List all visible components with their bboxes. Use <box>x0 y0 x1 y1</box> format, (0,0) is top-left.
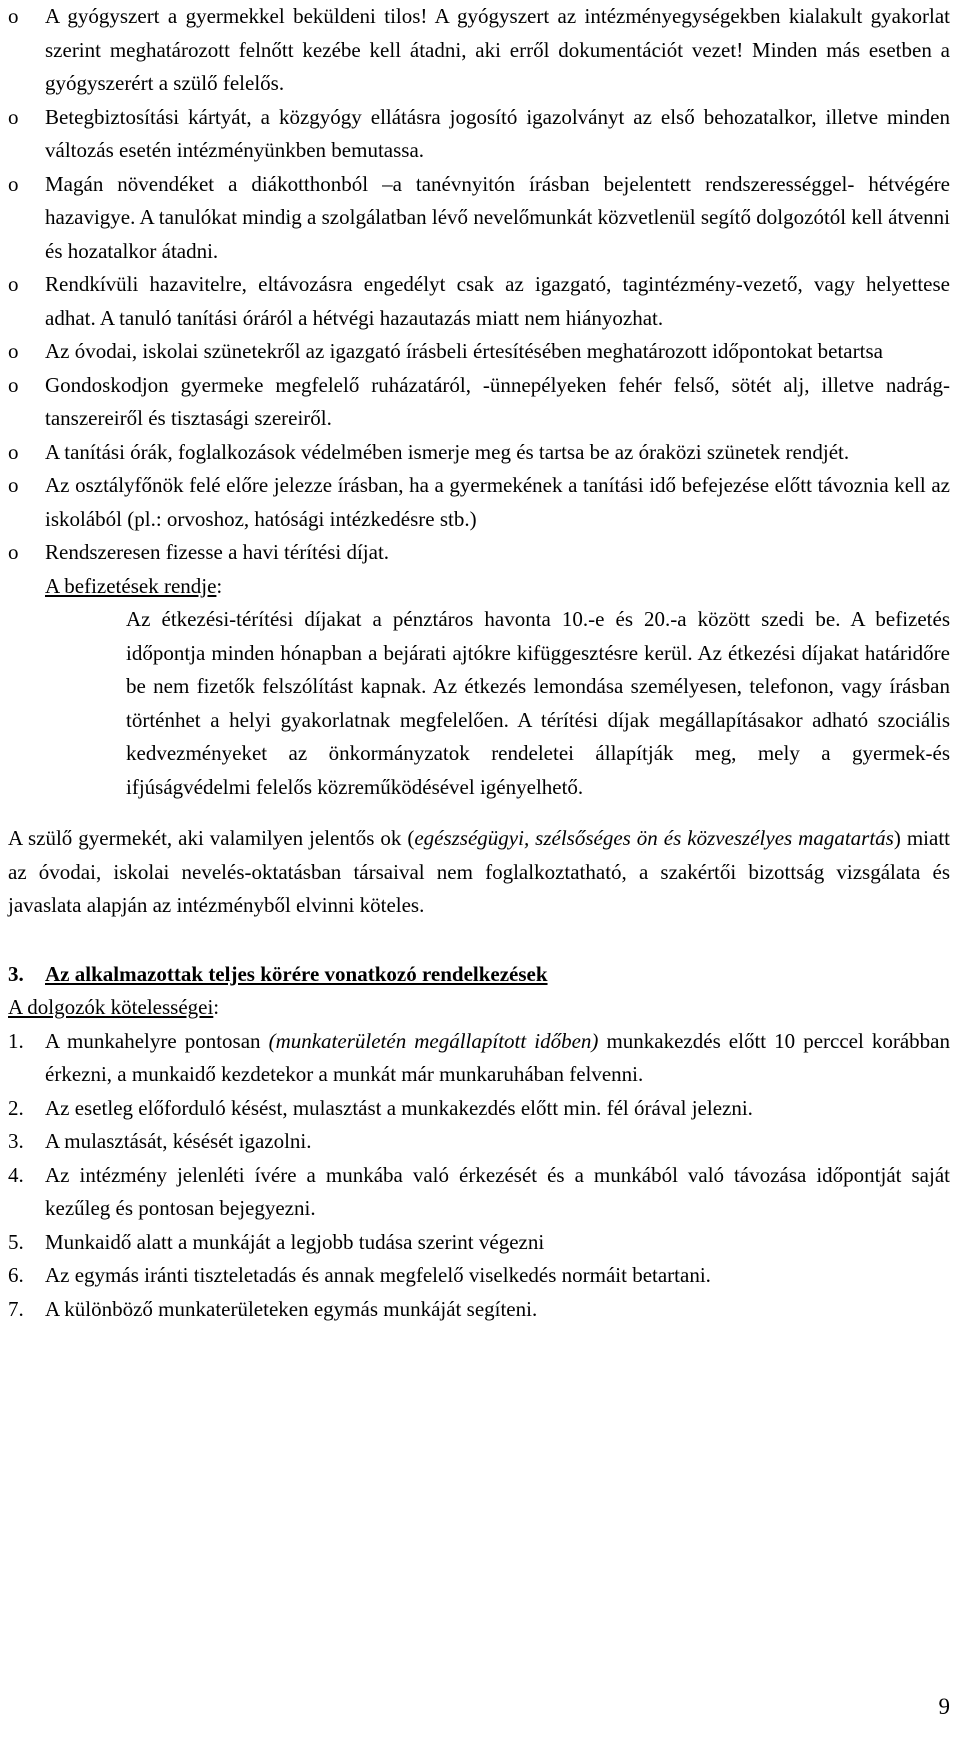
list-item <box>8 168 950 269</box>
list-item-text <box>45 1159 950 1226</box>
list-item-text <box>45 1025 950 1092</box>
list-item <box>8 536 950 570</box>
list-item-text: A tanítási órák, foglalkozások védelmében ismerje meg és tartsa be az óraközi szünetek rendjét. <box>45 439 850 464</box>
bullet-mark: o <box>8 272 19 296</box>
section-heading <box>8 958 950 992</box>
list-item-text: A gyógyszert a gyermekkel beküldeni tilos! A gyógyszert az intézményegységekben kialakult gyakorlat szerint meghatározott felnőtt kezébe kell átadni, aki erről dokumentációt vezet! Minden más esetben a gyógyszerért a szülő felelős. <box>45 4 950 95</box>
payments-heading-colon: : <box>216 573 223 598</box>
duties-heading-colon: : <box>213 995 220 1019</box>
bullet-mark: o <box>8 339 19 363</box>
list-item <box>8 1159 950 1226</box>
item-text: A különböző munkaterületeken egymás munkáját segíteni. <box>45 1296 538 1321</box>
parent-duties-list <box>8 0 950 570</box>
duties-heading: A dolgozók kötelességei <box>8 995 214 1019</box>
item-text: munkakezdés előtt 10 perccel korábban érkezni, a munkaidő kezdetekor a munkát már munkaruhában felvenni. <box>45 1028 950 1086</box>
paragraph-text: ) miatt az óvodai, iskolai nevelés-oktatásban társaival nem foglalkoztatható, a szakértői bizottság vizsgálata és javaslata alapján az intézményből elvinni köteles. <box>8 826 950 917</box>
bullet-mark: o <box>8 540 19 564</box>
list-item-text: Gondoskodjon gyermeke megfelelő ruházatáról, -ünnepélyeken fehér felső, sötét alj, illetve nadrág- tanszereiről és tisztasági szereiről. <box>45 372 950 430</box>
item-number: 3. <box>8 1129 24 1153</box>
list-item <box>8 0 950 101</box>
list-item-text <box>45 1125 950 1159</box>
item-number: 7. <box>8 1296 24 1321</box>
section-number: 3. <box>8 961 24 986</box>
payments-heading-line <box>45 570 950 604</box>
list-item-text <box>45 1226 950 1260</box>
list-item-text: Rendszeresen fizesse a havi térítési díjat. <box>45 540 390 564</box>
item-text: A munkahelyre pontosan <box>45 1028 269 1053</box>
list-item <box>8 436 950 470</box>
list-item-text: Az óvodai, iskolai szünetekről az igazgató írásbeli értesítésében meghatározott időpontokat betartsa <box>45 339 883 363</box>
section-title: Az alkalmazottak teljes körére vonatkozó rendelkezések <box>45 961 548 986</box>
list-item <box>8 335 950 369</box>
list-item-text <box>45 1293 950 1327</box>
list-item-text: Betegbiztosítási kártyát, a közgyógy ellátásra jogosító igazolványt az első behozatalkor, illetve minden változás esetén intézményünkben bemutassa. <box>45 104 950 162</box>
document-page <box>8 0 950 1326</box>
item-text: Az esetleg előforduló késést, mulasztást a munkakezdés előtt min. fél órával jelezni. <box>45 1095 753 1120</box>
duties-heading-line <box>8 991 950 1025</box>
duties-list <box>8 1025 950 1327</box>
list-item-text: Az osztályfőnök felé előre jelezze írásban, ha a gyermekének a tanítási idő befejezése előtt távoznia kell az iskolából (pl.: orvoshoz, hatósági intézkedésre stb.) <box>45 473 950 531</box>
list-item <box>8 369 950 436</box>
page-number: 9 <box>938 1694 950 1719</box>
list-item-text <box>45 1259 950 1293</box>
list-item <box>8 101 950 168</box>
bullet-mark: o <box>8 473 19 497</box>
bullet-mark: o <box>8 4 19 28</box>
list-item <box>8 1092 950 1126</box>
list-item <box>8 1293 950 1327</box>
list-item-text: Magán növendéket a diákotthonból –a tanévnyitón írásban bejelentett rendszerességgel- hétvégére hazavigye. A tanulókat mindig a szolgálatban lévő nevelőmunkát közvetlenül segítő dolgozótól kell átvenni és hozatalkor átadni. <box>45 171 950 263</box>
bullet-mark: o <box>8 171 19 196</box>
bullet-mark: o <box>8 104 19 129</box>
payments-block <box>8 570 950 805</box>
list-item <box>8 268 950 335</box>
payments-heading: A befizetések rendje <box>45 573 217 598</box>
item-text: Az intézmény jelenléti ívére a munkába való érkezését és a munkából való távozása időpontját saját kezűleg és pontosan bejegyezni. <box>45 1162 950 1220</box>
bullet-mark: o <box>8 372 19 397</box>
item-text: Az egymás iránti tiszteletadás és annak megfelelő viselkedés normáit betartani. <box>45 1263 711 1287</box>
item-text: Munkaidő alatt a munkáját a legjobb tudása szerint végezni <box>45 1229 545 1254</box>
item-number: 1. <box>8 1028 24 1053</box>
paragraph-text: A szülő gyermekét, aki valamilyen jelentős ok ( <box>8 826 415 850</box>
list-item <box>8 1259 950 1293</box>
paragraph-italic: egészségügyi, szélsőséges ön és közveszélyes magatartás <box>414 826 894 850</box>
list-item <box>8 1125 950 1159</box>
item-number: 4. <box>8 1162 24 1187</box>
list-item <box>8 1025 950 1092</box>
list-item <box>8 469 950 536</box>
list-item-text: Rendkívüli hazavitelre, eltávozásra engedélyt csak az igazgató, tagintézmény-vezető, vagy helyettese adhat. A tanuló tanítási óráról a hétvégi hazautazás miatt nem hiányozhat. <box>45 272 950 330</box>
item-text: A mulasztását, késését igazolni. <box>45 1129 312 1153</box>
payments-text: Az étkezési-térítési díjakat a pénztáros havonta 10.-e és 20.-a között szedi be. A befizetés időpontja minden hónapban a bejárati ajtókre kifüggesztésre kerül. Az étkezési díjakat határidőre be nem fizetők felszólítást kapnak. Az étkezés lemondása személyesen, telefonon, vagy írásban történhet a helyi gyakorlatnak megfelelően. A térítési díjak megállapításakor adható szociális kedvezményeket az önkormányzatok rendeletei állapítják meg, mely a gyermek-és ifjúságvédelmi felelős közreműködésével igényelhető. <box>126 607 950 799</box>
item-number: 6. <box>8 1263 24 1287</box>
item-italic: (munkaterületén megállapított időben) <box>268 1028 599 1053</box>
item-number: 2. <box>8 1095 24 1120</box>
list-item <box>8 1226 950 1260</box>
parent-paragraph <box>8 822 950 923</box>
item-number: 5. <box>8 1229 24 1254</box>
list-item-text <box>45 1092 950 1126</box>
bullet-mark: o <box>8 439 19 464</box>
